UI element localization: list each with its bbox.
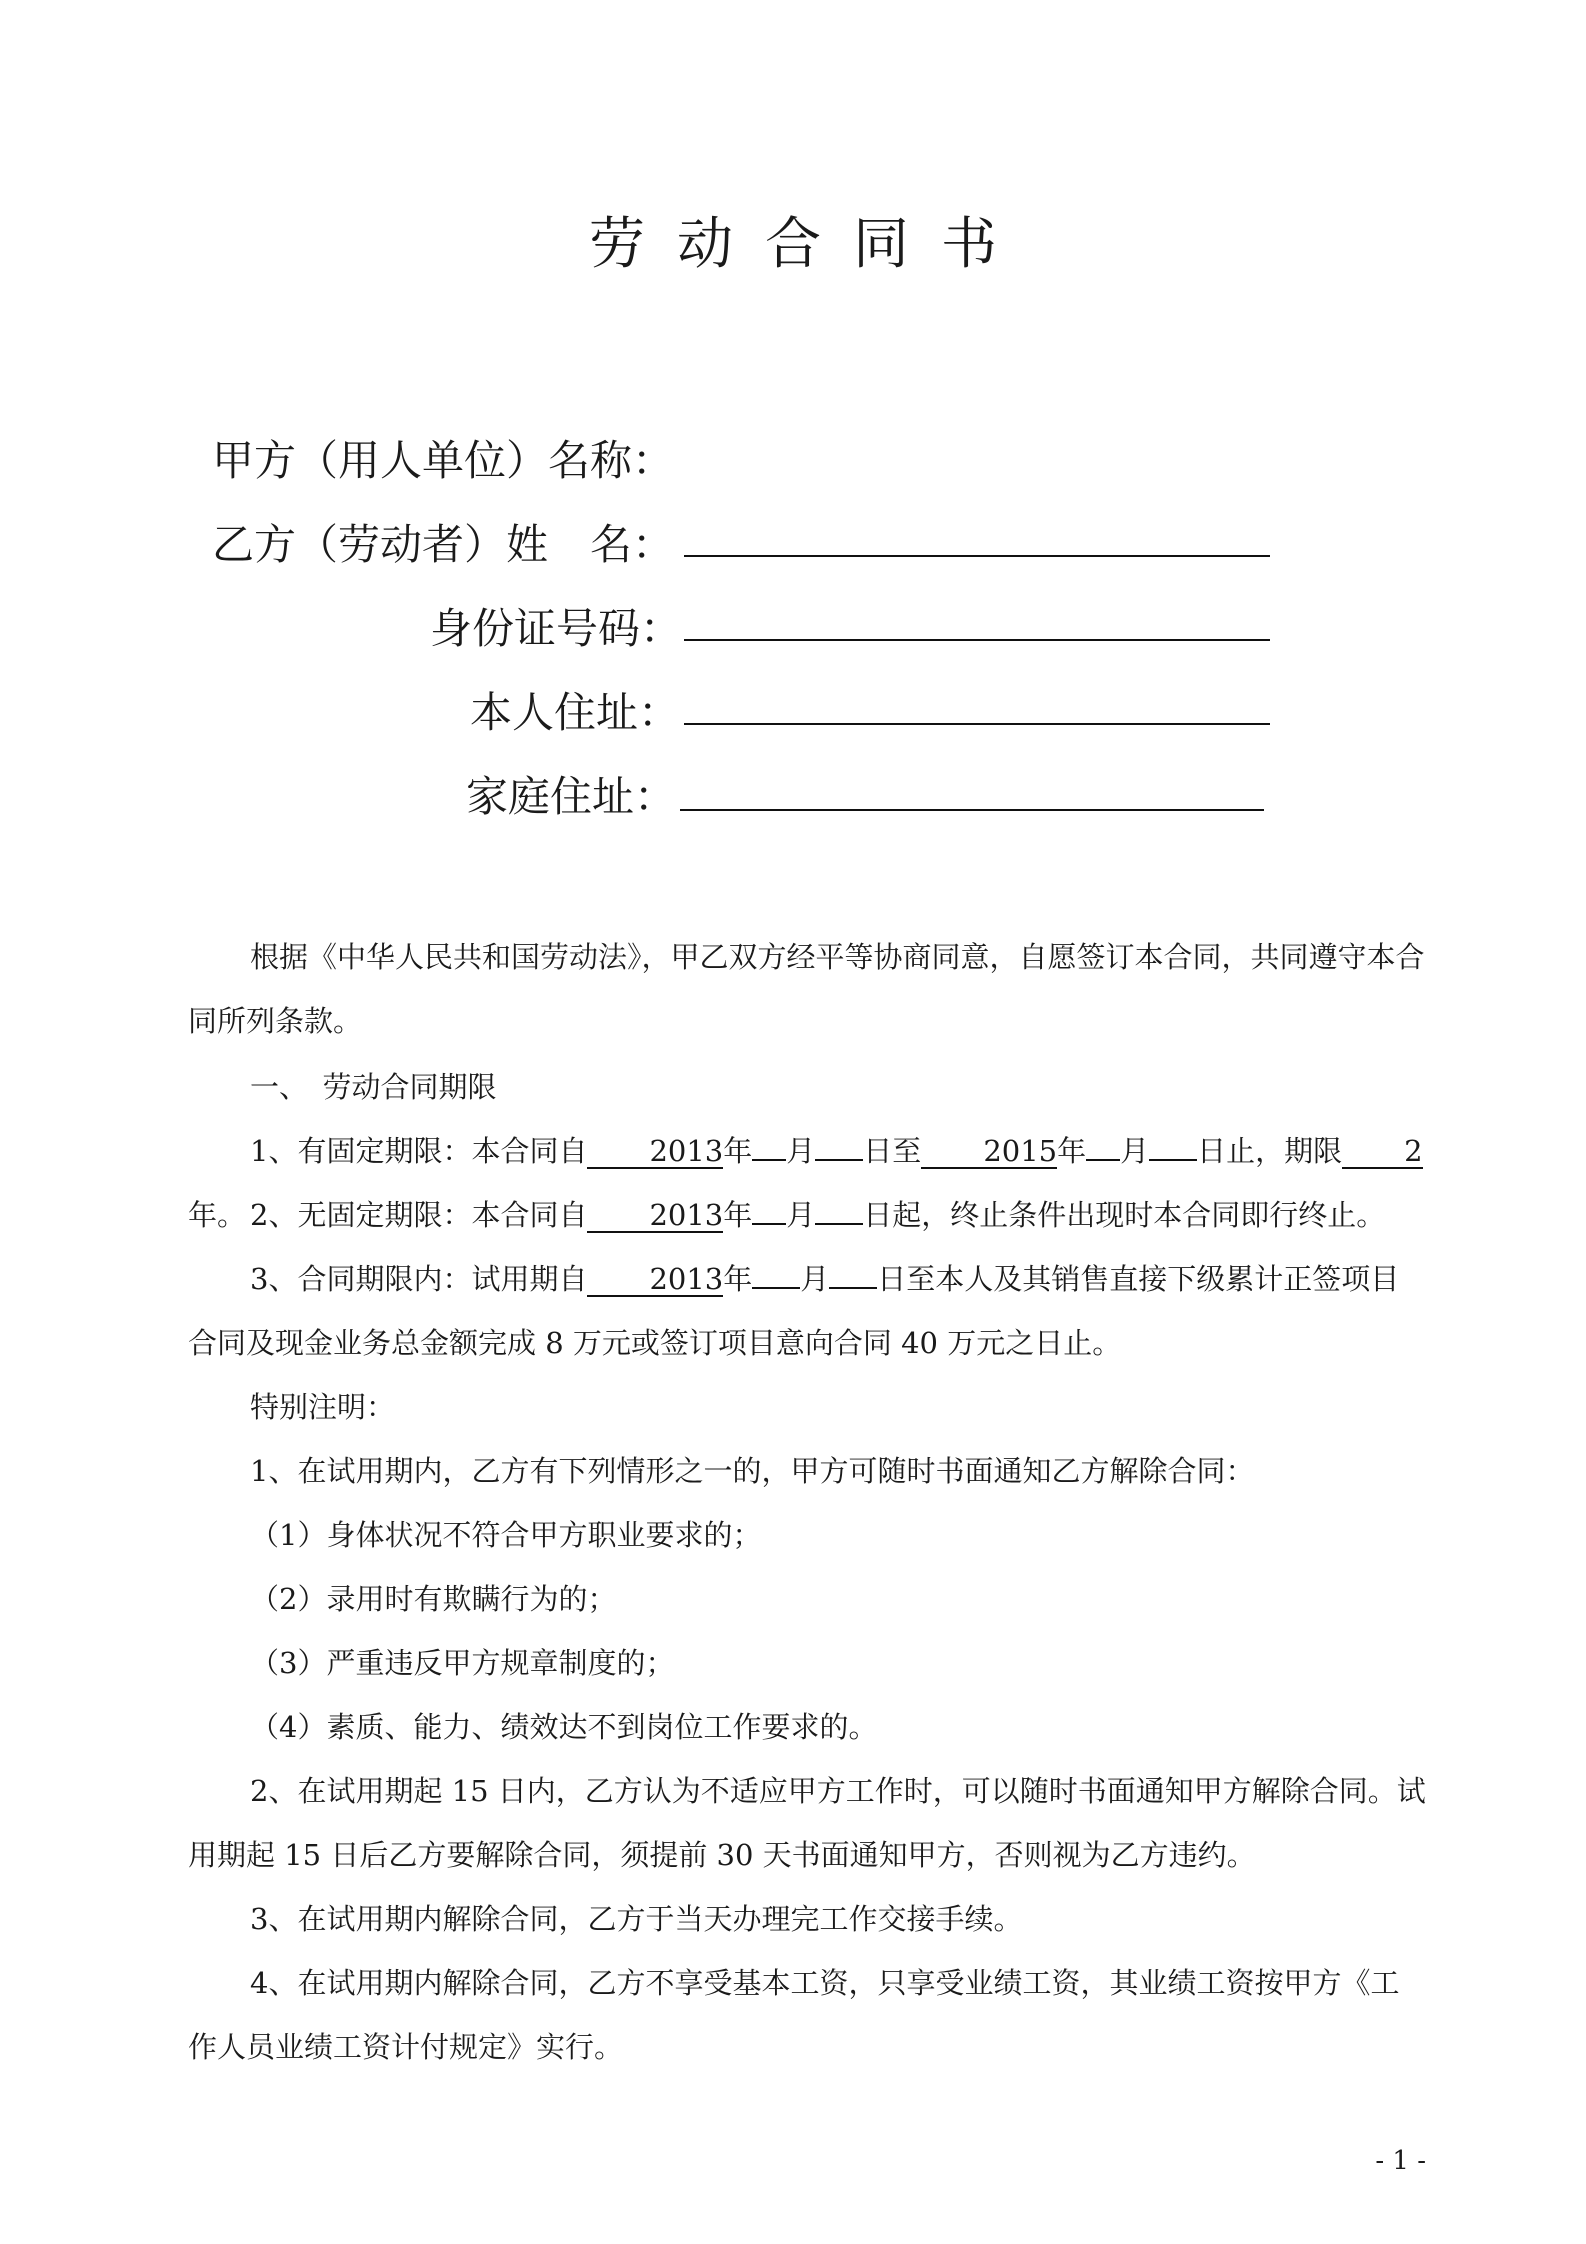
id-number-label: 身份证号码： <box>430 604 683 653</box>
special-item-4: 4、在试用期内解除合同，乙方不享受基本工资，只享受业绩工资，其业绩工资按甲方《工作人员业绩工资计付规定》实行。 <box>188 1966 1400 2064</box>
section-heading-term: 一、 劳动合同期限 <box>250 1070 497 1104</box>
term-years: 2 <box>1342 1135 1422 1169</box>
open-start-year: 2013 <box>587 1199 723 1233</box>
clause-probation: 3、合同期限内：试用期自 2013年 月 日至本人及其销售直接下级累计正签项目合同及现金业务总金额完成 8 万元或签订项目意向合同 40 万元之日止。 <box>188 1262 1400 1360</box>
page-number: - 1 - <box>1375 2146 1426 2176</box>
id-number-field[interactable] <box>684 639 1270 641</box>
probation-year: 2013 <box>587 1263 723 1297</box>
home-address-field[interactable] <box>680 809 1264 811</box>
special-sub-4: （4）素质、能力、绩效达不到岗位工作要求的。 <box>250 1710 878 1744</box>
clause-open-term: 2、无固定期限：本合同自 2013年 月 日起，终止条件出现时本合同即行终止。 <box>250 1198 1386 1232</box>
end-year: 2015 <box>921 1135 1057 1169</box>
home-address-label: 家庭住址： <box>466 772 677 821</box>
party-b-name-label: 乙方（劳动者）姓 名： <box>212 520 675 569</box>
special-heading: 特别注明： <box>250 1390 396 1424</box>
special-item-2: 2、在试用期起 15 日内，乙方认为不适应甲方工作时，可以随时书面通知甲方解除合同。试用期起 15 日后乙方要解除合同，须提前 30 天书面通知甲方，否则视为乙方违约。 <box>188 1774 1426 1872</box>
special-item-1: 1、在试用期内，乙方有下列情形之一的，甲方可随时书面通知乙方解除合同： <box>250 1454 1255 1488</box>
intro-paragraph: 根据《中华人民共和国劳动法》，甲乙双方经平等协商同意，自愿签订本合同，共同遵守本合同所列条款。 <box>188 940 1425 1038</box>
special-sub-3: （3）严重违反甲方规章制度的； <box>250 1646 675 1680</box>
special-sub-2: （2）录用时有欺瞒行为的； <box>250 1582 617 1616</box>
address-label: 本人住址： <box>470 688 681 737</box>
address-field[interactable] <box>684 723 1270 725</box>
party-a-label: 甲方（用人单位）名称： <box>212 436 675 485</box>
special-sub-1: （1）身体状况不符合甲方职业要求的； <box>250 1518 762 1552</box>
document-title: 劳动合同书 <box>589 212 1029 277</box>
party-b-name-field[interactable] <box>684 555 1270 557</box>
start-year: 2013 <box>587 1135 723 1169</box>
special-item-3: 3、在试用期内解除合同，乙方于当天办理完工作交接手续。 <box>250 1902 1023 1936</box>
clause-fixed-term: 1、有固定期限：本合同自 2013年 月 日至 2015年 月 日止，期限 2年。 <box>188 1134 1423 1232</box>
